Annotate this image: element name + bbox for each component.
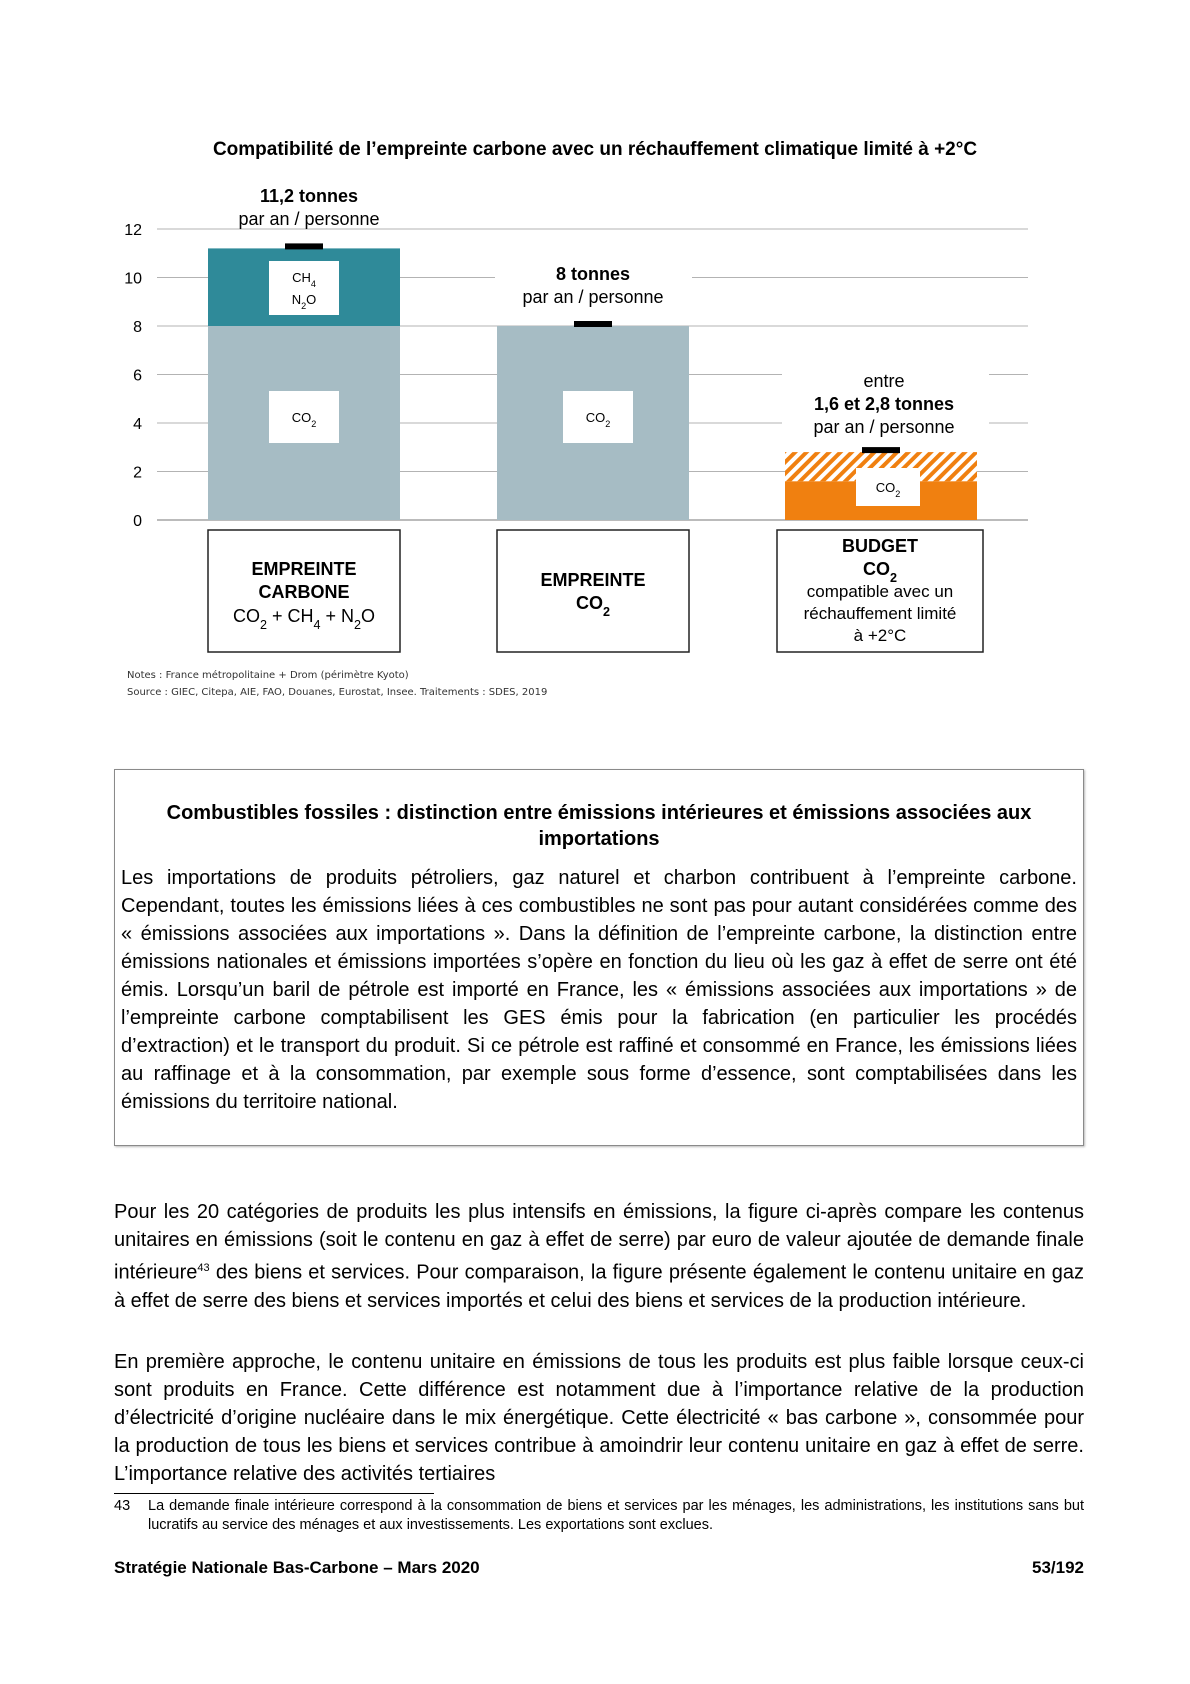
- annotation-bar1-unit: par an / personne: [238, 209, 380, 229]
- category-desc: réchauffement limité: [803, 604, 957, 623]
- category-label: EMPREINTE: [251, 559, 357, 579]
- info-box-body: Les importations de produits pétroliers, gaz naturel et charbon contribuent à l’empreinte carbone. Cependant, toutes les émissions liées à ces combustibles ne sont pas pour autant considérées comme des « émissions associées aux importations ». Dans la définition de l’empreinte carbone, la distinction entre émissions nationales et émissions importées s’opère en fonction du lieu où les gaz à effet de serre ont été émis. Lorsqu’un baril de pétrole est importé en France, les « émissions associées aux importations » de l’empreinte carbone comptabilisent les GES émis pour la fabrication (en particulier les procédés d’extraction) et le transport du produit. Si ce pétrole est raffiné et consommé en France, les émissions liées au raffinage et à la consommation, par exemple sous forme d’essence, sont comptabilisées dans les émissions du territoire national.: [121, 867, 1077, 1113]
- y-tick-label: 2: [133, 464, 142, 482]
- segment-label-ch4-n2o: $N_2O$: [291, 292, 317, 311]
- segment-label-ch4-n2o: $CH_4$: [292, 270, 316, 289]
- y-tick-label: 10: [124, 270, 142, 288]
- footnote-ref[interactable]: 43: [197, 1262, 210, 1274]
- y-tick-label: 0: [133, 513, 142, 530]
- chart: [0, 0, 1190, 720]
- paragraph-2: En première approche, le contenu unitaire en émissions de tous les produits est plus faible lorsque ceux-ci sont produits en France. Cette différence est notamment due à l’importance relative de la production d’électricité d’origine nucléaire dans le mix énergétique. Cette électricité « bas carbone », consommée pour la production de tous les biens et services contribue à amoindrir leur contenu unitaire en gaz à effet de serre. L’importance relative des activités tertiaires: [114, 1351, 1084, 1485]
- chart-source: Source : GIEC, Citepa, AIE, FAO, Douanes, Eurostat, Insee. Traitements : SDES, 2019: [127, 687, 548, 698]
- category-label: CARBONE: [258, 582, 350, 602]
- value-marker: [862, 447, 900, 453]
- value-marker: [574, 321, 612, 327]
- info-box-title: Combustibles fossiles : distinction entre émissions intérieures et émissions associées aux importations: [166, 802, 1032, 850]
- category-desc: compatible avec un: [806, 582, 954, 601]
- annotation-bar2-unit: par an / personne: [522, 287, 664, 307]
- category-box: [497, 530, 689, 652]
- category-desc: à +2°C: [853, 626, 907, 645]
- paragraph-1-text-cont: des biens et services. Pour comparaison, la figure présente également le contenu unitaire en gaz à effet de serre des biens et services importés et celui des biens et services de la production intérieure.: [114, 1261, 1084, 1312]
- footnote-separator: [114, 1493, 434, 1494]
- paragraph-1: [114, 1198, 1084, 1315]
- annotation-bar3-unit: par an / personne: [813, 417, 955, 437]
- footnote-text: La demande finale intérieure correspond à la consommation de biens et services par les ménages, les administrations, les institutions sans but lucratifs au service des ménages et aux investissements. Les exportations sont exclues.: [148, 1498, 1084, 1533]
- y-tick-label: 12: [124, 222, 142, 239]
- value-marker: [285, 243, 323, 249]
- footer-title: Stratégie Nationale Bas-Carbone – Mars 2020: [114, 1558, 480, 1577]
- chart-title: Compatibilité de l’empreinte carbone avec un réchauffement climatique limité à +2°C: [212, 139, 978, 160]
- y-tick-label: 6: [133, 367, 142, 385]
- annotation-bar3-value: 1,6 et 2,8 tonnes: [813, 394, 955, 414]
- segment-label-co2: $CO_2$: [585, 410, 611, 429]
- paragraph-1-text: Pour les 20 catégories de produits les plus intensifs en émissions, la figure ci-après compare les contenus unitaires en émissions (soit le contenu en gaz à effet de serre) par euro de valeur ajoutée de demande finale intérieure: [114, 1201, 1084, 1284]
- segment-label-co2: $CO_2$: [875, 480, 901, 499]
- category-formula: $CO_2 + CH_4 + N_2O$: [232, 606, 376, 632]
- category-label: $CO_2$: [862, 559, 898, 585]
- y-tick-label: 8: [133, 319, 142, 336]
- y-axis: [124, 222, 142, 530]
- category-label: BUDGET: [842, 536, 918, 556]
- annotation-bar1-value: 11,2 tonnes: [259, 186, 359, 206]
- chart-notes: Notes : France métropolitaine + Drom (périmètre Kyoto): [127, 670, 409, 681]
- annotation-bar3-pre: entre: [863, 371, 905, 391]
- y-tick-label: 4: [133, 416, 142, 433]
- category-label: $CO_2$: [575, 593, 611, 619]
- info-box: [114, 769, 1084, 1146]
- category-label: EMPREINTE: [540, 570, 646, 590]
- page-number: 53/192: [1032, 1558, 1084, 1577]
- annotation-bar2-value: 8 tonnes: [555, 264, 631, 284]
- footnote-number: 43: [114, 1498, 131, 1514]
- segment-label-co2: $CO_2$: [291, 410, 317, 429]
